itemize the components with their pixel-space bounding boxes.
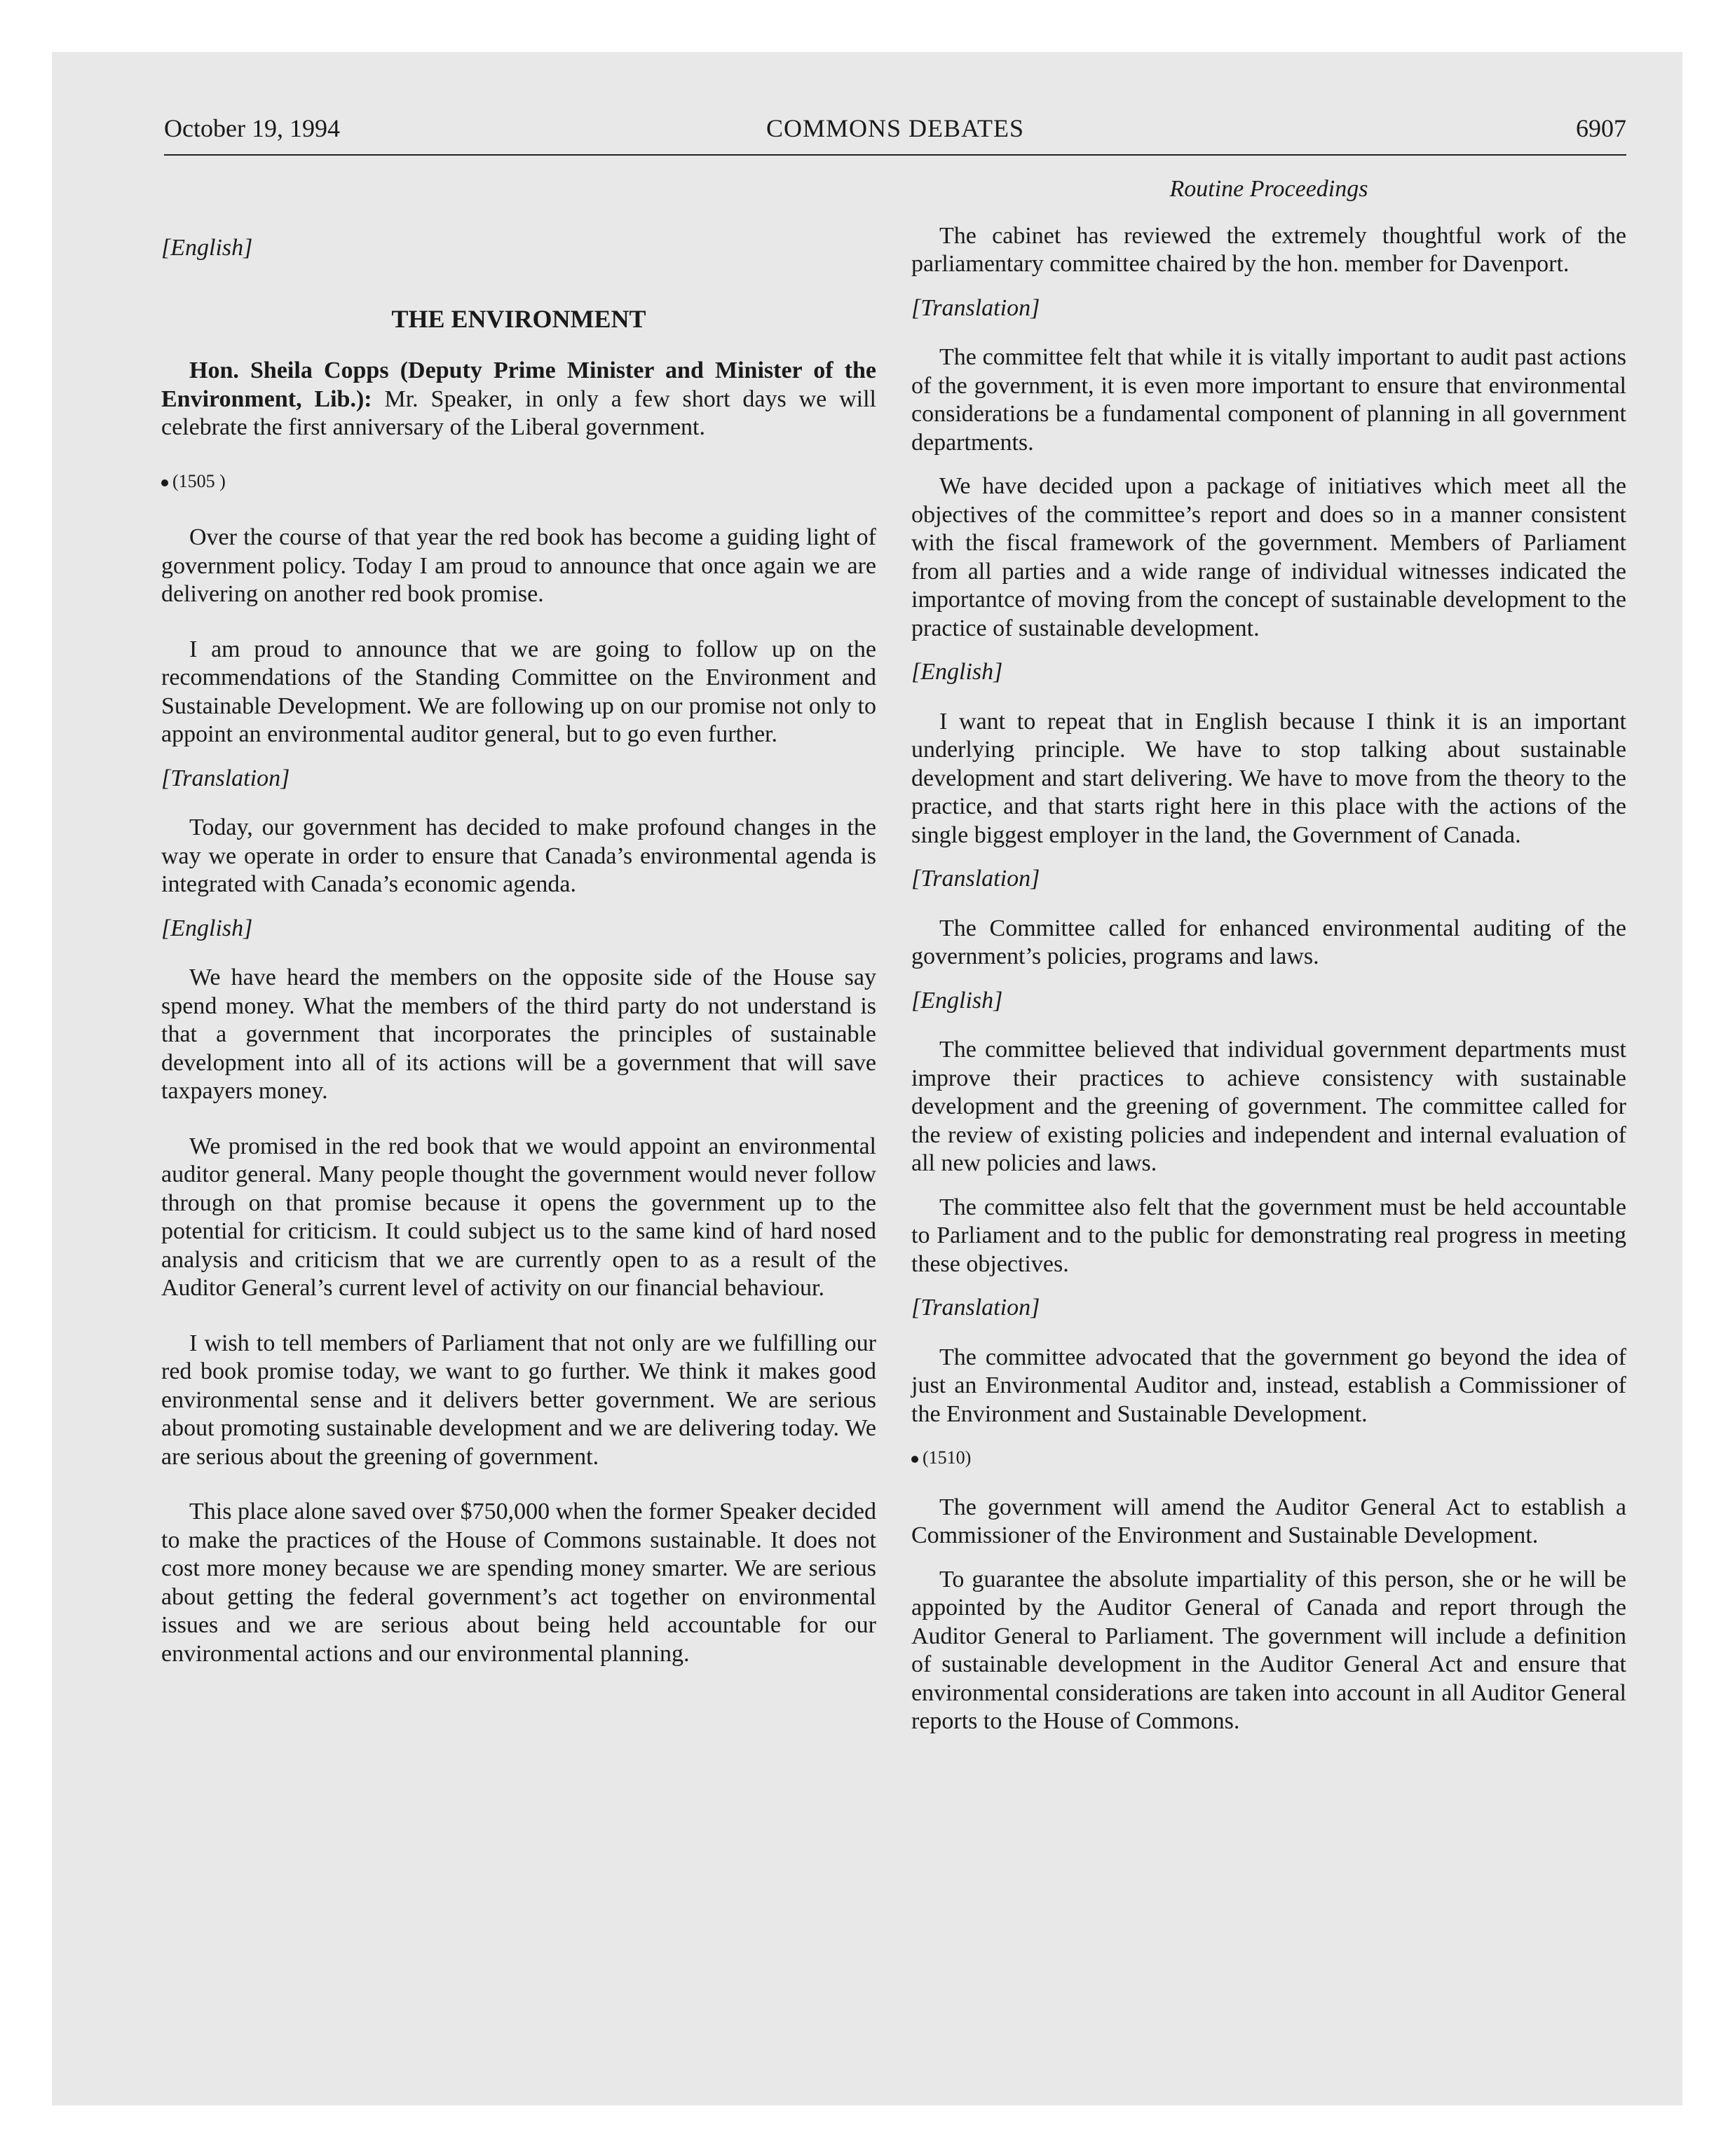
paragraph: I want to repeat that in English because I think it is an important underlying principle. We have to stop talking about sustainable development and start delivering. We have to move from the theory to the practice, and that starts right here in this place with the actions of the single biggest employer in the land, the Government of Canada. <box>911 708 1626 848</box>
bullet-icon <box>161 479 168 486</box>
header-rule <box>164 154 1626 156</box>
left-column <box>161 175 876 1684</box>
time-marker <box>161 468 876 496</box>
opening-text: Mr. Speaker, in only a few short days we will celebrate the first anniversary of the Liberal government. <box>161 386 876 440</box>
language-tag-translation: [Translation] <box>911 1295 1040 1321</box>
paragraph: The committee also felt that the government must be held accountable to Parliament and to the public for demonstrating real progress in meeting these objectives. <box>911 1194 1626 1277</box>
page-header <box>164 114 1626 151</box>
speaker-name: Hon. Sheila Copps (Deputy Prime Minister and Minister of the Environment, Lib.): <box>161 357 876 412</box>
language-tag-english: [English] <box>911 987 1003 1014</box>
paragraph: I am proud to announce that we are going to follow up on the recommendations of the Standing Committee on the Environment and Sustainable Development. We are following up on our promise not only to appoint an environmental auditor general, but to go even further. <box>161 636 876 747</box>
right-column <box>911 175 1626 1752</box>
header-title: COMMONS DEBATES <box>766 114 1025 142</box>
paragraph: Today, our government has decided to make profound changes in the way we operate in order to ensure that Canada’s environmental agenda is integrated with Canada’s economic agenda. <box>161 814 876 897</box>
time-marker <box>911 1444 1626 1473</box>
paragraph: The cabinet has reviewed the extremely thoughtful work of the parliamentary committee chaired by the hon. member for Davenport. <box>911 222 1626 277</box>
language-tag-english: [English] <box>161 235 253 261</box>
language-tag-english: [English] <box>911 659 1003 685</box>
paragraph: This place alone saved over $750,000 when the former Speaker decided to make the practices of the House of Commons sustainable. It does not cost more money because we are spending money smarter. We are serious about getting the federal government’s act together on environmental issues and we are serious about being held accountable for our environmental actions and our environmental planning. <box>161 1499 876 1667</box>
section-title: THE ENVIRONMENT <box>391 304 646 333</box>
paragraph: We promised in the red book that we would appoint an environmental auditor general. Many people thought the government would never follow through on that promise because it opens the government up to the potential for criticism. It could subject us to the same kind of hard nosed analysis and criticism that we are currently open to as a result of the Auditor General’s current level of activity on our financial behaviour. <box>161 1133 876 1301</box>
bullet-icon <box>911 1456 918 1463</box>
paragraph: The Committee called for enhanced environmental auditing of the government’s policies, programs and laws. <box>911 915 1626 969</box>
running-head: Routine Proceedings <box>1169 176 1368 202</box>
speech-opening-paragraph <box>161 357 876 442</box>
language-tag-english: [English] <box>161 915 253 941</box>
paragraph: The committee advocated that the government go beyond the idea of just an Environmental Auditor and, instead, establish a Commissioner of the Environment and Sustainable Development. <box>911 1344 1626 1427</box>
language-tag-translation: [Translation] <box>911 294 1040 321</box>
paragraph: The committee felt that while it is vitally important to audit past actions of the government, it is even more important to ensure that environmental considerations be a fundamental component of planning in all government departments. <box>911 344 1626 456</box>
paragraph: I wish to tell members of Parliament that not only are we fulfilling our red book promise today, we want to go further. We think it makes good environmental sense and it delivers better government. We are serious about promoting sustainable development and we are delivering today. We are serious about the greening of government. <box>161 1330 876 1470</box>
header-date: October 19, 1994 <box>164 114 340 142</box>
paragraph: The committee believed that individual government departments must improve their practices to achieve consistency with sustainable development and the greening of government. The committee called for the review of existing policies and independent and internal evaluation of all new policies and laws. <box>911 1037 1626 1176</box>
language-tag-translation: [Translation] <box>911 866 1040 892</box>
paragraph: We have heard the members on the opposite side of the House say spend money. What the members of the third party do not understand is that a government that incorporates the principles of sustainable development into all of its actions will be a government that will save taxpayers money. <box>161 964 876 1104</box>
time-marker-text: (1510) <box>923 1447 972 1468</box>
language-tag-translation: [Translation] <box>161 765 290 791</box>
header-page-number: 6907 <box>1576 114 1626 142</box>
paragraph: The government will amend the Auditor General Act to establish a Commissioner of the Environment and Sustainable Development. <box>911 1494 1626 1548</box>
paragraph: We have decided upon a package of initiatives which meet all the objectives of the committee’s report and does so in a manner consistent with the fiscal framework of the government. Members of Parliament from all parties and a wide range of individual witnesses indicated the importantce of moving from the concept of sustainable development to the practice of sustainable development. <box>911 473 1626 641</box>
time-marker-text: (1505 ) <box>172 470 226 491</box>
paragraph: Over the course of that year the red book has become a guiding light of government policy. Today I am proud to announce that once again we are delivering on another red book promise. <box>161 524 876 607</box>
paragraph: To guarantee the absolute impartiality of this person, she or he will be appointed by the Auditor General of Canada and report through the Auditor General to Parliament. The government will include a definition of sustainable development in the Auditor General Act and ensure that environmental considerations are taken into account in all Auditor General reports to the House of Commons. <box>911 1566 1626 1734</box>
